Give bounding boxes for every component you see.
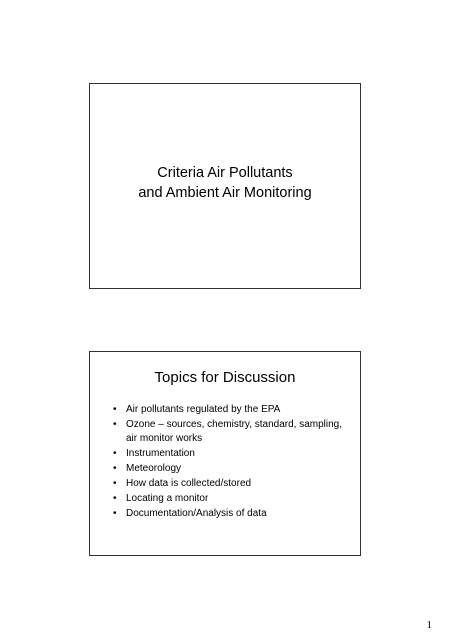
slide-1-title-line-2: and Ambient Air Monitoring xyxy=(138,185,312,201)
bullet-text: Air pollutants regulated by the EPA xyxy=(126,404,281,415)
bullet-icon: • xyxy=(113,448,117,459)
bullet-item xyxy=(112,507,348,521)
bullet-item xyxy=(112,418,348,446)
bullet-item xyxy=(112,462,348,476)
bullet-icon: • xyxy=(113,478,117,489)
bullet-item xyxy=(112,447,348,461)
slide-2 xyxy=(89,351,361,556)
bullet-icon: • xyxy=(113,508,117,519)
bullet-item xyxy=(112,492,348,506)
bullet-icon: • xyxy=(113,419,117,430)
bullet-icon: • xyxy=(113,404,117,415)
bullet-text: How data is collected/stored xyxy=(126,478,252,489)
bullet-text: Locating a monitor xyxy=(126,493,209,504)
bullet-text: Instrumentation xyxy=(126,448,195,459)
slide-1-title-line-1: Criteria Air Pollutants xyxy=(157,165,293,181)
bullet-item xyxy=(112,403,348,417)
bullet-text: Ozone – sources, chemistry, standard, sampling, air monitor works xyxy=(126,419,343,444)
page-number: 1 xyxy=(426,619,432,631)
slide-2-title: Topics for Discussion xyxy=(154,369,296,386)
slide-1-title xyxy=(90,163,360,203)
bullet-icon: • xyxy=(113,493,117,504)
slide-1 xyxy=(89,83,361,289)
bullet-icon: • xyxy=(113,463,117,474)
bullet-text: Documentation/Analysis of data xyxy=(126,508,267,519)
bullet-text: Meteorology xyxy=(126,463,182,474)
bullet-list xyxy=(112,403,348,522)
bullet-item xyxy=(112,477,348,491)
